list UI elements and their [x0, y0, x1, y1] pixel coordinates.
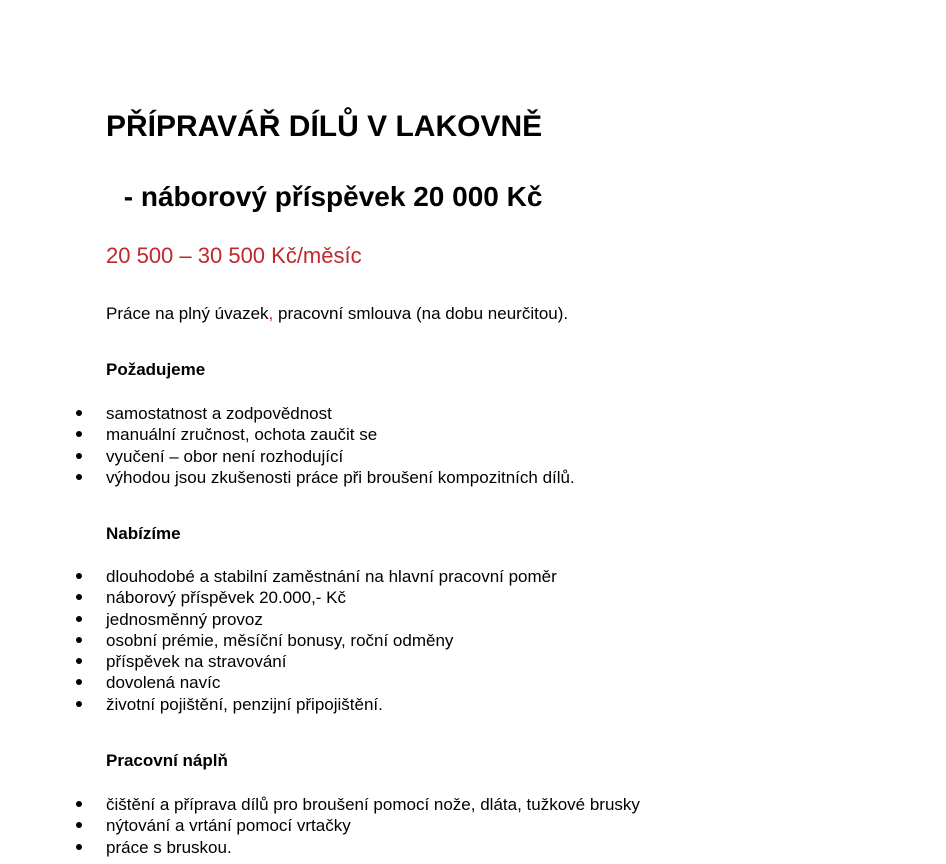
bullet-icon — [76, 844, 82, 850]
bullet-icon — [76, 474, 82, 480]
employment-intro — [106, 302, 568, 326]
bullet-icon — [76, 453, 82, 459]
list-item — [0, 587, 557, 608]
bullet-icon — [76, 701, 82, 707]
list-item-text: osobní prémie, měsíční bonusy, roční odměny — [106, 630, 454, 650]
bullet-icon — [76, 679, 82, 685]
intro-text-part2: pracovní smlouva (na dobu neurčitou). — [273, 304, 569, 323]
requirements-list — [0, 403, 575, 488]
list-item-text: náborový příspěvek 20.000,- Kč — [106, 588, 347, 608]
list-item-text: vyučení – obor není rozhodující — [106, 446, 344, 466]
job-title: PŘÍPRAVÁŘ DÍLŮ V LAKOVNĚ — [106, 110, 543, 143]
bullet-icon — [76, 616, 82, 622]
list-item-text: samostatnost a zodpovědnost — [106, 404, 332, 423]
list-item-text: dlouhodobé a stabilní zaměstnání na hlavní pracovní poměr — [106, 567, 557, 586]
bullet-icon — [76, 573, 82, 579]
list-item-text: dovolená navíc — [106, 673, 221, 693]
list-item — [0, 630, 557, 651]
offer-heading: Nabízíme — [106, 524, 181, 543]
list-item — [0, 566, 557, 587]
list-item — [0, 424, 575, 445]
list-item — [0, 467, 575, 488]
list-item-text: nýtování a vrtání pomocí vrtačky — [106, 816, 351, 836]
bullet-icon — [76, 658, 82, 664]
list-item — [0, 403, 575, 424]
bullet-icon — [76, 431, 82, 437]
list-item-text: čištění a příprava dílů pro broušení pomocí nože, dláta, tužkové brusky — [106, 795, 640, 814]
list-item — [0, 446, 575, 467]
list-item — [0, 672, 557, 693]
list-item — [0, 837, 640, 858]
bullet-icon — [76, 637, 82, 643]
list-item — [0, 694, 557, 715]
bullet-icon — [76, 410, 82, 416]
bullet-icon — [76, 801, 82, 807]
intro-text-part1: Práce na plný úvazek — [106, 304, 269, 323]
list-item-text: jednosměnný provoz — [106, 609, 263, 629]
list-item — [0, 609, 557, 630]
list-item-text: manuální zručnost, ochota zaučit se — [106, 425, 378, 445]
list-item — [0, 651, 557, 672]
list-item-text: životní pojištění, penzijní připojištění. — [106, 694, 383, 714]
recruitment-bonus-subtitle: - náborový příspěvek 20 000 Kč — [116, 181, 543, 212]
list-item-text: výhodou jsou zkušenosti práce při broušení kompozitních dílů. — [106, 467, 575, 487]
list-item — [0, 794, 640, 815]
list-item — [0, 815, 640, 836]
requirements-heading: Požadujeme — [106, 360, 206, 379]
list-item-text: příspěvek na stravování — [106, 652, 287, 672]
bullet-icon — [76, 594, 82, 600]
bullet-icon — [76, 822, 82, 828]
duties-heading: Pracovní náplň — [106, 751, 228, 770]
salary-range: 20 500 – 30 500 Kč/měsíc — [106, 243, 362, 268]
duties-list — [0, 794, 640, 858]
offer-list — [0, 566, 557, 715]
list-item-text: práce s bruskou. — [106, 837, 232, 857]
intro-comma: , — [268, 304, 274, 323]
